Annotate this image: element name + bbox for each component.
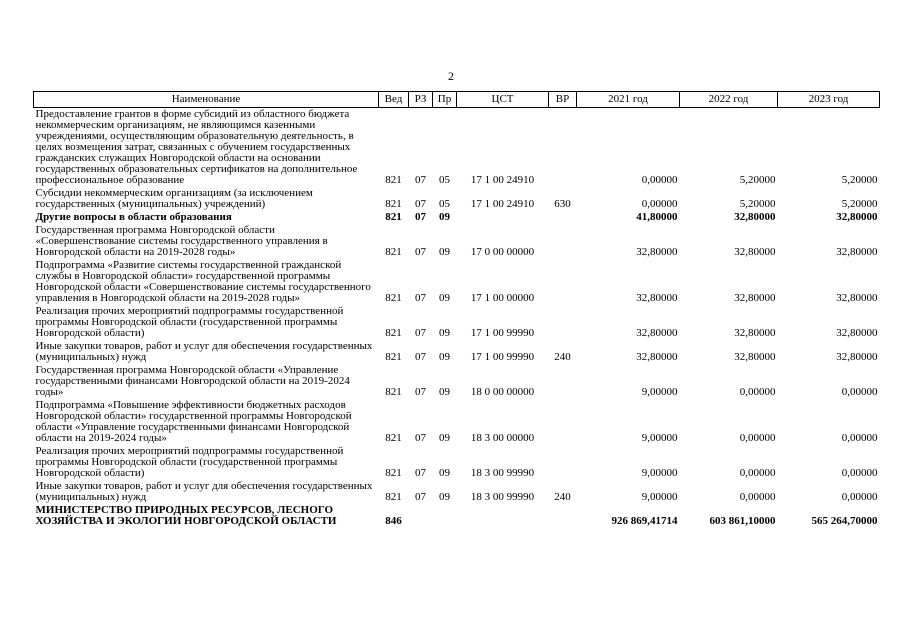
row-pr: 09	[439, 246, 450, 258]
row-cst	[457, 504, 549, 528]
row-pr: 09	[439, 432, 450, 444]
table-row	[34, 211, 880, 224]
page-number: 2	[448, 69, 454, 83]
row-name: Подпрограмма «Развитие системы государственной гражданской службы в Новгородской области» государственной программы Новгородской области «Совершенствование системы государственного управления в Новгородской области на 2019-2028 годы»	[35, 259, 371, 304]
row-pr: 09	[439, 491, 450, 503]
table-row	[34, 108, 880, 188]
row-vr	[549, 305, 577, 340]
header-2022: 2022 год	[680, 92, 778, 108]
row-2022: 32,80000	[734, 246, 776, 258]
row-2022: 0,00000	[739, 467, 776, 479]
header-name: Наименование	[34, 92, 379, 108]
row-cst: 18 3 00 99990	[470, 491, 535, 503]
row-2023: 32,80000	[836, 351, 878, 363]
table-row	[34, 399, 880, 445]
row-ved: 821	[385, 211, 402, 223]
row-2023: 0,00000	[841, 432, 878, 444]
row-name: Реализация прочих мероприятий подпрограммы государственной программы Новгородской области (государственной программы Новгородской области)	[35, 445, 344, 479]
row-2023: 5,20000	[841, 198, 878, 210]
row-2023: 32,80000	[836, 211, 878, 223]
row-cst: 17 1 00 99990	[470, 351, 535, 363]
row-cst: 18 3 00 99990	[470, 467, 535, 479]
row-2021: 0,00000	[641, 198, 678, 210]
row-cst: 18 0 00 00000	[470, 386, 535, 398]
row-ved: 821	[385, 467, 402, 479]
row-cst: 17 1 00 24910	[470, 198, 535, 210]
row-2022: 0,00000	[739, 432, 776, 444]
row-2021: 41,80000	[636, 211, 678, 223]
row-ved: 821	[385, 174, 402, 186]
row-rz	[409, 504, 433, 528]
budget-table	[33, 91, 880, 528]
row-2022: 603 861,10000	[709, 515, 776, 527]
row-2021: 32,80000	[636, 246, 678, 258]
table-row	[34, 259, 880, 305]
row-ved: 846	[385, 515, 402, 527]
row-ved: 821	[385, 386, 402, 398]
row-cst: 17 1 00 24910	[470, 174, 535, 186]
table-row	[34, 364, 880, 399]
row-name: Реализация прочих мероприятий подпрограммы государственной программы Новгородской области (государственной программы Новгородской области)	[35, 305, 344, 339]
row-ved: 821	[385, 246, 402, 258]
table-header	[34, 92, 880, 108]
row-name: Субсидии некоммерческим организациям (за исключением государственных (муниципальных) учреждений)	[35, 187, 313, 210]
header-rz: РЗ	[409, 92, 433, 108]
row-name: Государственная программа Новгородской области «Управление государственными финансами Новгородской области на 2019-2024 годы»	[35, 364, 350, 398]
row-rz: 07	[415, 246, 426, 258]
row-2022: 5,20000	[739, 174, 776, 186]
row-vr	[549, 445, 577, 480]
row-vr	[549, 504, 577, 528]
row-2021: 32,80000	[636, 351, 678, 363]
header-ved: Вед	[379, 92, 409, 108]
row-name: Другие вопросы в области образования	[35, 211, 232, 223]
row-name: Иные закупки товаров, работ и услуг для обеспечения государственных (муниципальных) нужд	[35, 340, 373, 363]
row-vr	[549, 259, 577, 305]
header-vr: ВР	[549, 92, 577, 108]
row-2021: 9,00000	[641, 491, 678, 503]
row-pr: 05	[439, 174, 450, 186]
row-ved: 821	[385, 198, 402, 210]
row-pr: 09	[439, 292, 450, 304]
row-cst: 18 3 00 00000	[470, 432, 535, 444]
row-2021: 926 869,41714	[611, 515, 678, 527]
row-2021: 9,00000	[641, 467, 678, 479]
table-row	[34, 187, 880, 211]
row-vr	[549, 224, 577, 259]
table-row	[34, 480, 880, 504]
row-2022: 32,80000	[734, 327, 776, 339]
row-name: Иные закупки товаров, работ и услуг для обеспечения государственных (муниципальных) нужд	[35, 480, 373, 503]
row-pr: 09	[439, 327, 450, 339]
row-rz: 07	[415, 351, 426, 363]
row-pr: 09	[439, 351, 450, 363]
row-rz: 07	[415, 432, 426, 444]
row-name: МИНИСТЕРСТВО ПРИРОДНЫХ РЕСУРСОВ, ЛЕСНОГО ХОЗЯЙСТВА И ЭКОЛОГИИ НОВГОРОДСКОЙ ОБЛАСТИ	[35, 504, 337, 527]
row-2021: 0,00000	[641, 174, 678, 186]
row-pr: 09	[439, 211, 450, 223]
row-2021: 32,80000	[636, 292, 678, 304]
row-rz: 07	[415, 467, 426, 479]
row-2022: 32,80000	[734, 351, 776, 363]
row-vr	[549, 364, 577, 399]
row-2021: 9,00000	[641, 432, 678, 444]
table-row	[34, 445, 880, 480]
row-vr	[549, 108, 577, 188]
row-rz: 07	[415, 386, 426, 398]
header-cst: ЦСТ	[457, 92, 549, 108]
row-ved: 821	[385, 351, 402, 363]
table-row	[34, 504, 880, 528]
row-vr	[549, 211, 577, 224]
row-2023: 5,20000	[841, 174, 878, 186]
row-2023: 0,00000	[841, 386, 878, 398]
table-body	[34, 108, 880, 529]
row-ved: 821	[385, 491, 402, 503]
row-pr: 09	[439, 467, 450, 479]
row-2023: 0,00000	[841, 491, 878, 503]
header-row	[34, 92, 880, 108]
row-rz: 07	[415, 211, 426, 223]
row-rz: 07	[415, 198, 426, 210]
row-cst: 17 0 00 00000	[470, 246, 535, 258]
row-2022: 0,00000	[739, 386, 776, 398]
row-2023: 32,80000	[836, 246, 878, 258]
row-2023: 0,00000	[841, 467, 878, 479]
table-row	[34, 340, 880, 364]
row-name: Предоставление грантов в форме субсидий из областного бюджета некоммерческим организациям, не являющимся казенными учреждениями, осуществляющим образовательную деятельность, в целях возмещения затрат, связанных с обучением государственных гражданских служащих Новгородской области на основании государственных образовательных сертификатов на дополнительное профессиональное образование	[35, 108, 358, 186]
table-row	[34, 305, 880, 340]
row-pr: 05	[439, 198, 450, 210]
row-pr: 09	[439, 386, 450, 398]
row-2021: 32,80000	[636, 327, 678, 339]
header-2021: 2021 год	[577, 92, 680, 108]
row-ved: 821	[385, 327, 402, 339]
row-rz: 07	[415, 292, 426, 304]
row-2022: 0,00000	[739, 491, 776, 503]
row-cst	[457, 211, 549, 224]
row-2023: 32,80000	[836, 292, 878, 304]
row-name: Подпрограмма «Повышение эффективности бюджетных расходов Новгородской области» государственной программы Новгородской области «Управление государственными финансами Новгородской области на 2019-2024 годы»	[35, 399, 352, 444]
row-2022: 32,80000	[734, 292, 776, 304]
row-2023: 32,80000	[836, 327, 878, 339]
header-pr: Пр	[433, 92, 457, 108]
row-name: Государственная программа Новгородской области «Совершенствование системы государственного управления в Новгородской области на 2019-2028 годы»	[35, 224, 328, 258]
row-2022: 5,20000	[739, 198, 776, 210]
row-2023: 565 264,70000	[811, 515, 878, 527]
row-2021: 9,00000	[641, 386, 678, 398]
row-rz: 07	[415, 491, 426, 503]
row-vr: 630	[554, 198, 571, 210]
table-row	[34, 224, 880, 259]
row-cst: 17 1 00 00000	[470, 292, 535, 304]
row-rz: 07	[415, 327, 426, 339]
row-pr	[433, 504, 457, 528]
row-rz: 07	[415, 174, 426, 186]
row-vr	[549, 399, 577, 445]
row-2022: 32,80000	[734, 211, 776, 223]
row-ved: 821	[385, 432, 402, 444]
row-cst: 17 1 00 99990	[470, 327, 535, 339]
row-ved: 821	[385, 292, 402, 304]
header-2023: 2023 год	[778, 92, 880, 108]
row-vr: 240	[554, 491, 571, 503]
row-vr: 240	[554, 351, 571, 363]
